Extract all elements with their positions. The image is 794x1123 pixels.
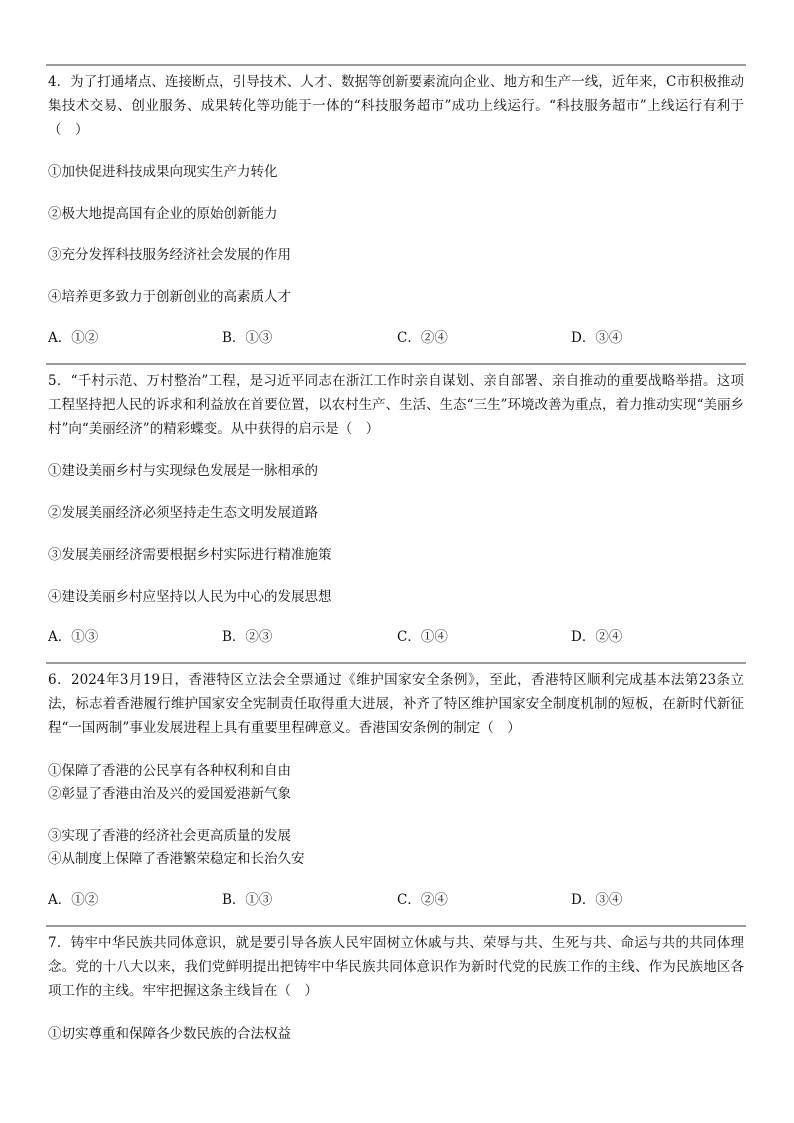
question-5-answer-d: D．②④ [571, 629, 623, 645]
question-5-stem: 5．“千村示范、万村整治”工程，是习近平同志在浙江工作时亲自谋划、亲自部署、亲自推动的重要战略举措。这项工程坚持把人民的诉求和利益放在首要位置，以农村生产、生活、生态“三生”环境改善为重点，着力推动实现“美丽乡村”向“美丽经济”的精彩蝶变。从中获得的启示是（ ） [48, 373, 744, 437]
question-7-stem: 7．铸牢中华民族共同体意识，就是要引导各族人民牢固树立休戚与共、荣辱与共、生死与共、命运与共的共同体理念。党的十八大以来，我们党鲜明提出把铸牢中华民族共同体意识作为新时代党的民族工作的主线、作为民族地区各项工作的主线。牢牢把握这条主线旨在（ ） [48, 935, 744, 999]
question-7-option-1: ①切实尊重和保障各少数民族的合法权益 [48, 1026, 291, 1042]
question-4-option-4: ④培养更多致力于创新创业的高素质人才 [48, 289, 291, 305]
question-6-answer-c: C．②④ [397, 892, 448, 908]
question-5-answer-c: C．①④ [397, 629, 448, 645]
question-5-answer-b: B．②③ [222, 629, 273, 645]
question-6-stem: 6．2024年3月19日，香港特区立法会全票通过《维护国家安全条例》，至此，香港特区顺利完成基本法第23条立法，标志着香港履行维护国家安全宪制责任取得重大进展，补齐了特区维护国家安全制度机制的短板，在新时代新征程“一国两制”事业发展进程上具有重要里程碑意义。香港国安条例的制定（ ） [48, 672, 744, 736]
question-6-option-3: ③实现了香港的经济社会更高质量的发展 [48, 828, 291, 844]
question-4-option-3: ③充分发挥科技服务经济社会发展的作用 [48, 247, 291, 263]
question-4-answer-a: A．①② [48, 330, 99, 346]
question-4-answer-b: B．①③ [222, 330, 273, 346]
question-6-option-1: ①保障了香港的公民享有各种权利和自由 [48, 763, 291, 779]
separator-rule [46, 925, 746, 927]
question-6-answer-d: D．③④ [571, 892, 623, 908]
question-4-option-1: ①加快促进科技成果向现实生产力转化 [48, 164, 278, 180]
question-6-answer-b: B．①③ [222, 892, 273, 908]
question-5-answer-a: A．①③ [48, 629, 99, 645]
separator-rule [46, 64, 746, 66]
question-4-option-2: ②极大地提高国有企业的原始创新能力 [48, 206, 278, 222]
question-5-option-2: ②发展美丽经济必须坚持走生态文明发展道路 [48, 505, 318, 521]
question-6-option-4: ④从制度上保障了香港繁荣稳定和长治久安 [48, 851, 305, 867]
question-4-answer-c: C．②④ [397, 330, 448, 346]
question-6-answer-a: A．①② [48, 892, 99, 908]
separator-rule [46, 662, 746, 664]
question-5-option-1: ①建设美丽乡村与实现绿色发展是一脉相承的 [48, 463, 318, 479]
question-4-stem: 4．为了打通堵点、连接断点，引导技术、人才、数据等创新要素流向企业、地方和生产一线，近年来，C市积极推动集技术交易、创业服务、成果转化等功能于一体的“科技服务超市”成功上线运行。“科技服务超市”上线运行有利于（ ） [48, 74, 744, 138]
question-5-option-4: ④建设美丽乡村应坚持以人民为中心的发展思想 [48, 589, 332, 605]
question-5-option-3: ③发展美丽经济需要根据乡村实际进行精准施策 [48, 547, 332, 563]
separator-rule [46, 363, 746, 365]
question-6-option-2: ②彰显了香港由治及兴的爱国爱港新气象 [48, 786, 291, 802]
question-4-answer-d: D．③④ [571, 330, 623, 346]
